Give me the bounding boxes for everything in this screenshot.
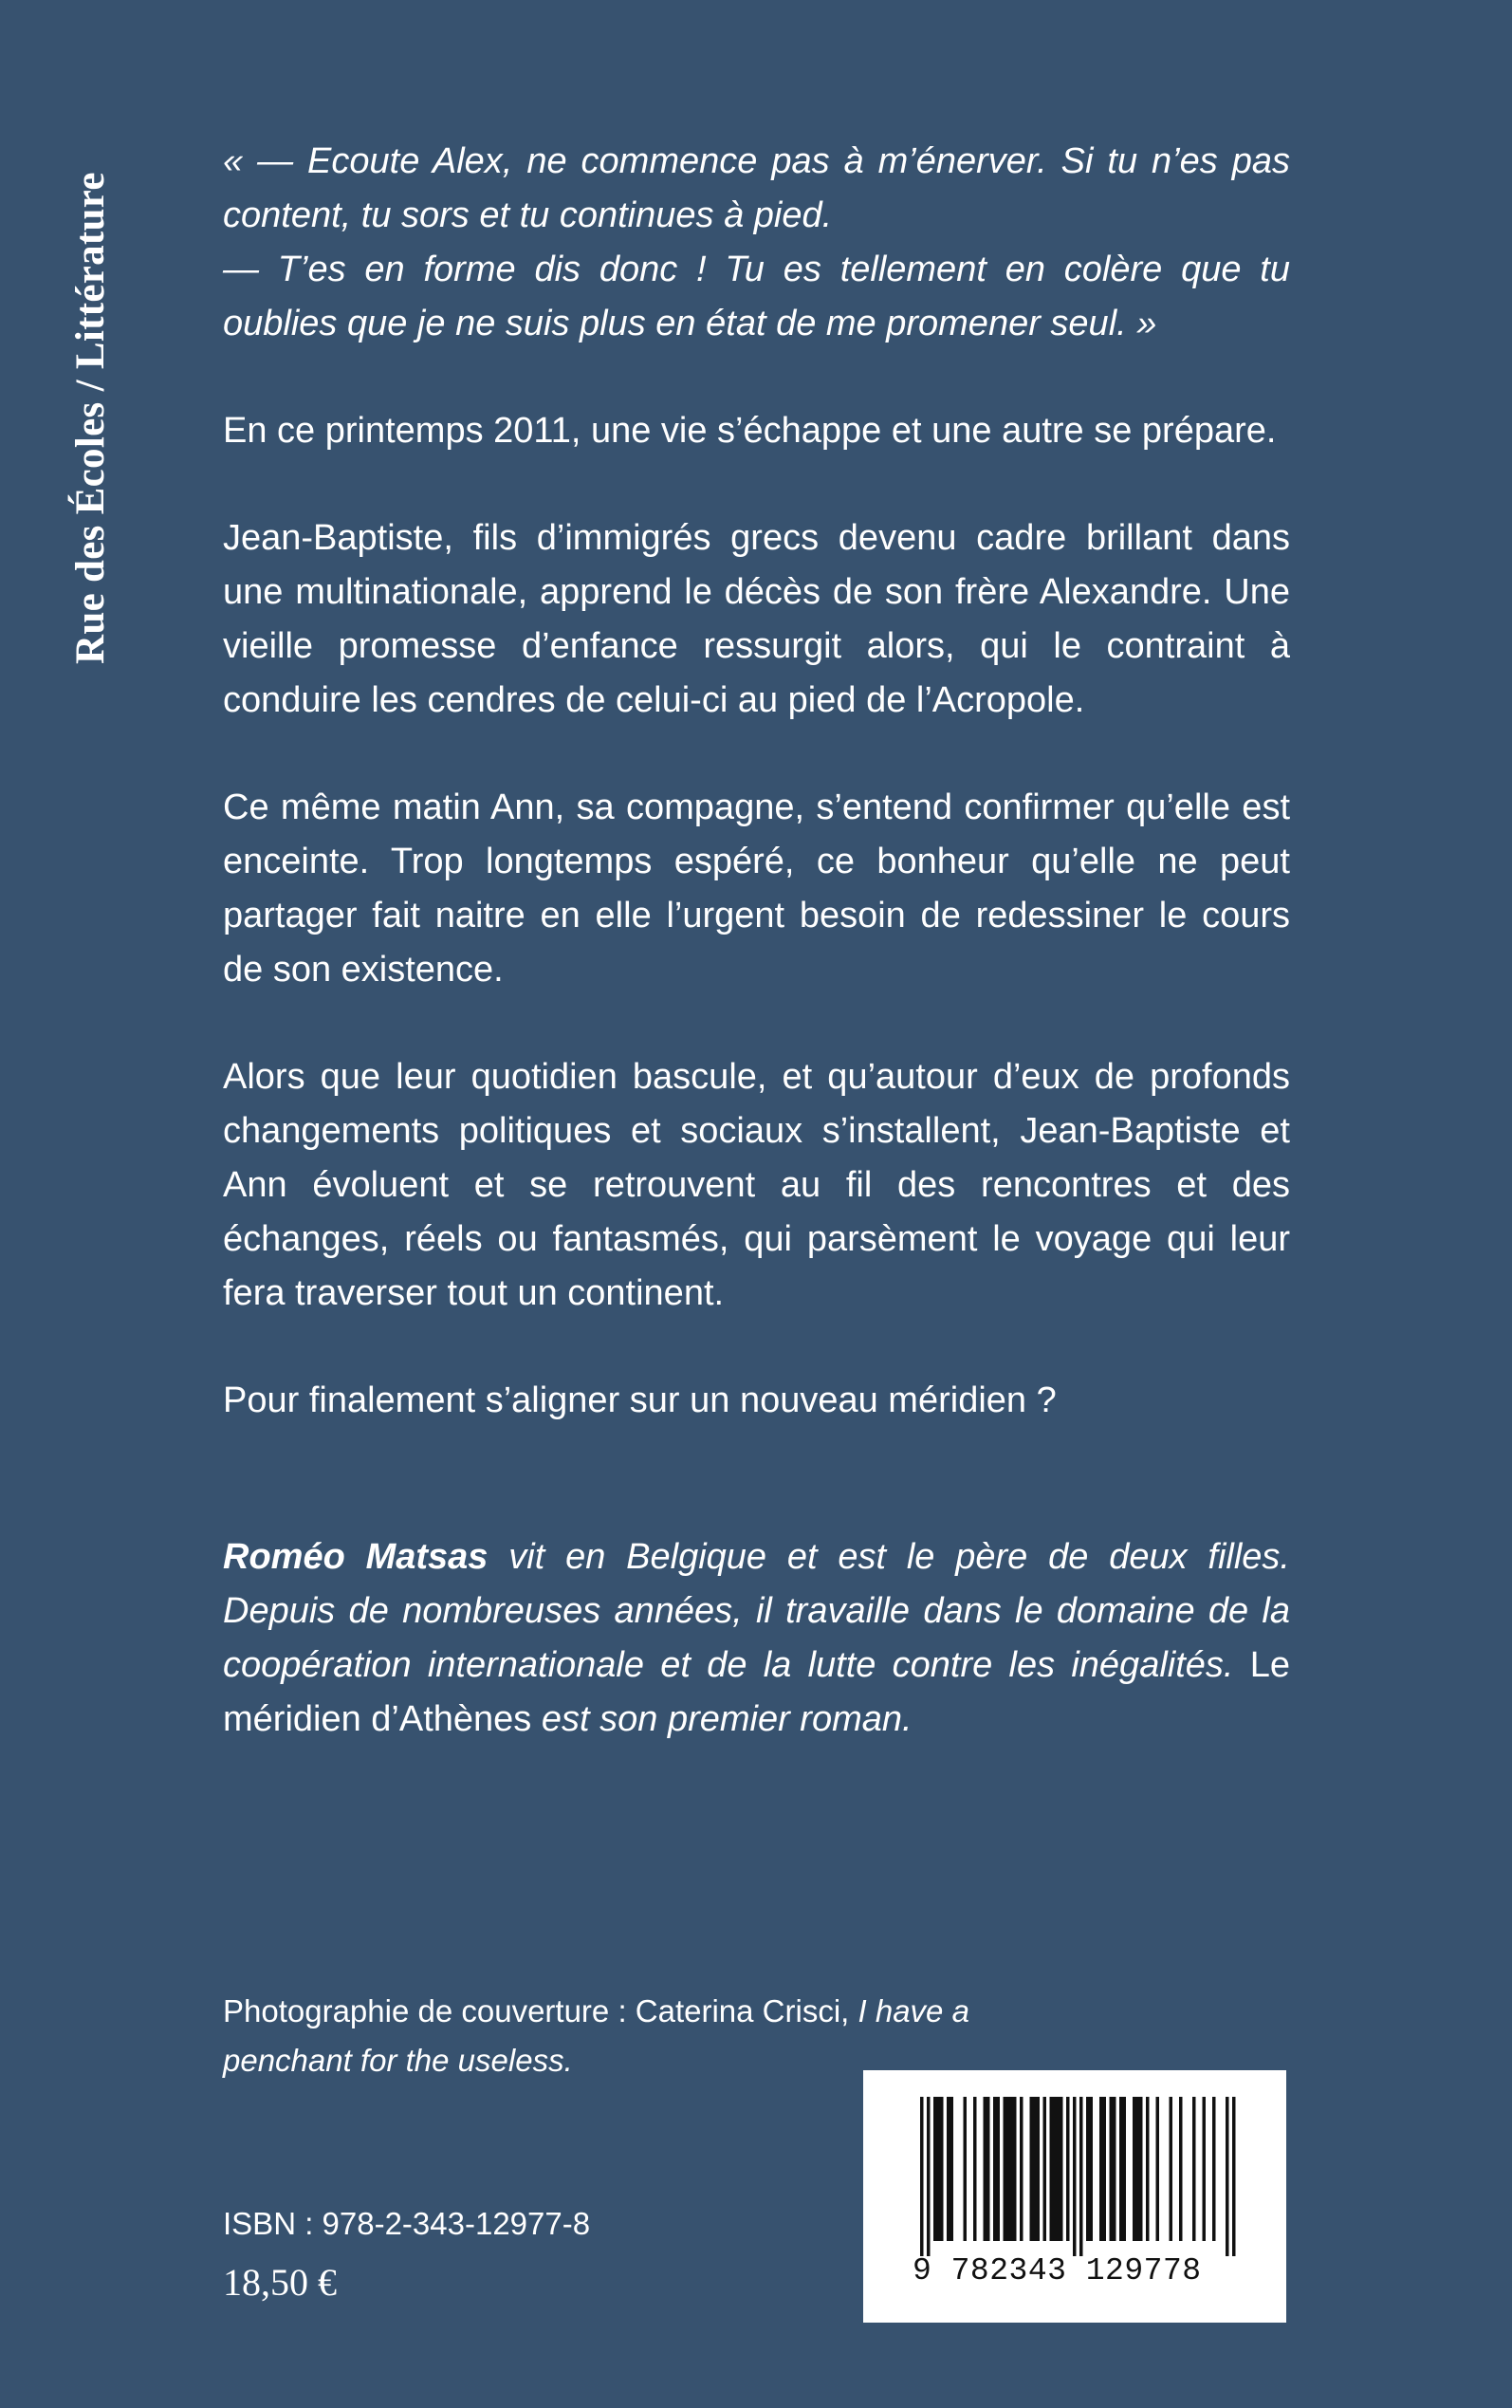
- barcode-digits: 9 782343 129778: [913, 2253, 1202, 2288]
- barcode-bar: [964, 2097, 968, 2241]
- barcode-bar: [1066, 2097, 1070, 2241]
- barcode-bar: [1050, 2097, 1063, 2241]
- summary-paragraph-5: Pour finalement s’aligner sur un nouveau méridien ?: [223, 1380, 1057, 1420]
- summary-paragraph-2: Jean-Baptiste, fils d’immigrés grecs devenu cadre brillant dans une multinationale, apprend le décès de son frère Alexandre. Une vieille promesse d’enfance ressurgit alors, qui le contraint à conduire les cendres de celui-ci au pied de l’Acropole.: [223, 518, 1290, 720]
- isbn: ISBN : 978-2-343-12977-8: [223, 2206, 591, 2241]
- barcode-bar: [1086, 2097, 1093, 2241]
- barcode-bar: [1212, 2097, 1216, 2241]
- summary-paragraph-1: En ce printemps 2011, une vie s’échappe et une autre se prépare.: [223, 411, 1277, 451]
- barcode-bar: [984, 2097, 990, 2241]
- barcode-bar: [947, 2097, 953, 2241]
- bio-text-1: vit en Belgique et est le père de deux filles. Depuis de nombreuses années, il travaille dans le domaine de la coopération internationale et de la lutte contre les inégalités.: [223, 1537, 1290, 1685]
- credits-prefix: Photographie de couverture : Caterina Crisci,: [223, 1993, 858, 2028]
- barcode-bar: [1170, 2097, 1173, 2241]
- barcode-bar: [920, 2097, 924, 2256]
- author-bio: [223, 1530, 1290, 1747]
- summary-paragraph-3: Ce même matin Ann, sa compagne, s’entend confirmer qu’elle est enceinte. Trop longtemps espéré, ce bonheur qu’elle ne peut partager fait naitre en elle l’urgent besoin de redessiner le cours de son existence.: [223, 787, 1290, 990]
- summary-paragraph-4: Alors que leur quotidien bascule, et qu’autour d’eux de profonds changements politiques et sociaux s’installent, Jean-Baptiste et Ann évoluent et se retrouvent au fil des rencontres et des échanges, réels ou fantasmés, qui parsèment le voyage qui leur fera traverser tout un continent.: [223, 1057, 1290, 1313]
- excerpt-quote: [223, 135, 1290, 351]
- back-cover-text: [223, 135, 1290, 1800]
- barcode-bar: [1099, 2097, 1106, 2241]
- barcode-bar: [1020, 2097, 1023, 2241]
- barcode-bar: [1079, 2097, 1083, 2256]
- barcode-bar: [1203, 2097, 1207, 2241]
- quote-line-2: — T’es en forme dis donc ! Tu es tellement en colère que tu oublies que je ne suis plus en état de me promener seul. »: [223, 250, 1290, 343]
- barcode-bar: [1156, 2097, 1160, 2241]
- barcode-bar: [1119, 2097, 1126, 2241]
- photo-title: I have a penchant for the useless.: [223, 1993, 969, 2078]
- book-title: Le méridien d’Athènes: [223, 1645, 1290, 1739]
- barcode-bar: [1110, 2097, 1116, 2241]
- barcode-bar: [1179, 2097, 1183, 2241]
- barcode-bar: [1232, 2097, 1236, 2256]
- barcode-bar: [933, 2097, 944, 2241]
- barcode-bar: [1226, 2097, 1229, 2256]
- barcode-bar: [1073, 2097, 1077, 2256]
- barcode-bar: [1030, 2097, 1041, 2241]
- barcode-bar: [1192, 2097, 1196, 2241]
- spine-series-title: Rue des Écoles / Littérature: [68, 172, 113, 664]
- bio-text-2: est son premier roman.: [531, 1699, 913, 1739]
- quote-line-1: « — Ecoute Alex, ne commence pas à m’énerver. Si tu n’es pas content, tu sors et tu continues à pied.: [223, 141, 1290, 235]
- barcode-bar: [1004, 2097, 1017, 2241]
- barcode-bar: [1043, 2097, 1047, 2241]
- barcode-bar: [1133, 2097, 1143, 2241]
- barcode-bar: [1146, 2097, 1150, 2241]
- barcode: [863, 2070, 1286, 2323]
- barcode-bar: [927, 2097, 931, 2256]
- author-name: Roméo Matsas: [223, 1537, 489, 1577]
- price: 18,50 €: [223, 2261, 337, 2304]
- barcode-bar: [973, 2097, 977, 2241]
- barcode-bar: [993, 2097, 1000, 2241]
